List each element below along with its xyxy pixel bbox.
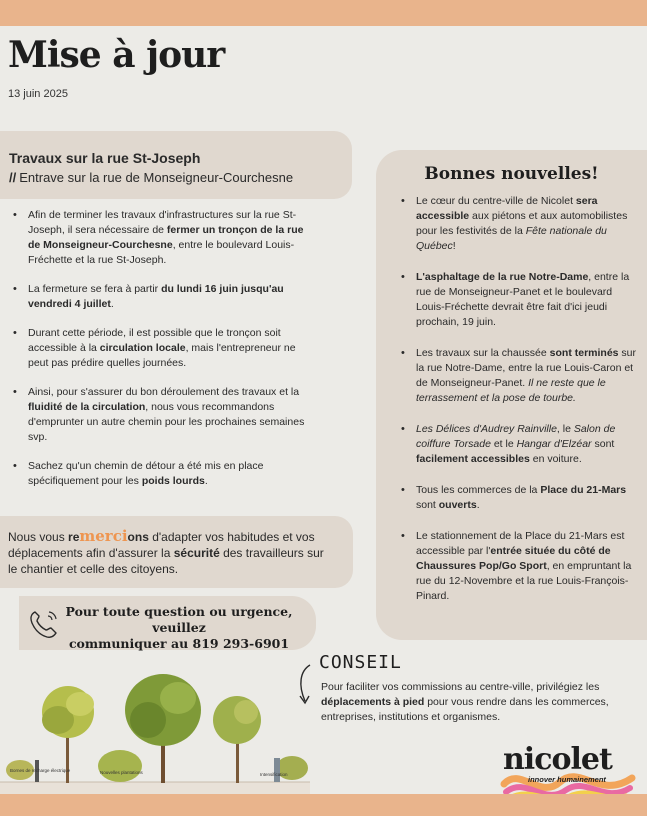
illustration-label: Intensification	[260, 772, 288, 777]
list-item: • Tous les commerces de la Place du 21-Mars sont ouverts.	[398, 483, 641, 513]
contact-text	[41, 604, 317, 652]
list-item: • Durant cette période, il est possible que le tronçon soit accessible à la circulation locale, mais l'entrepreneur ne peut pas prédire quelles journées.	[10, 326, 310, 371]
list-item: • Sachez qu'un chemin de détour a été mis en place spécifiquement pour les poids lourds.	[10, 459, 310, 489]
list-item: • Le stationnement de la Place du 21-Mars est accessible par l'entrée située du côté de Chaussures Pop/Go Sport, en empruntant la rue du 12-Novembre et la rue Louis-François-Pinard.	[398, 529, 641, 604]
works-title: Travaux sur la rue St-Joseph	[9, 150, 201, 166]
bottom-band	[0, 794, 647, 816]
conseil-title: CONSEIL	[319, 652, 402, 673]
streetscape-illustration	[0, 668, 310, 794]
merci-accent: merci	[79, 527, 128, 545]
contact-box	[19, 596, 316, 650]
list-item: • Le cœur du centre-ville de Nicolet sera accessible aux piétons et aux automobilistes pour les festivités de la Fête nationale du Québec!	[398, 194, 641, 254]
list-item: • L'asphaltage de la rue Notre-Dame, entre la rue de Monseigneur-Panet et le boulevard Louis-Fréchette devrait être fait d'ici jeudi prochain, 19 juin.	[398, 270, 641, 330]
works-header-card	[0, 131, 352, 199]
good-news-list	[398, 194, 641, 620]
illustration-label: Bornes de recharge électrique	[10, 768, 71, 773]
top-band	[0, 0, 647, 26]
thanks-text: Nous vous remercions d'adapter vos habitudes et vos déplacements afin d'assurer la sécurité des travailleurs sur le chantier et celle des citoyens.	[8, 527, 324, 576]
thanks-box	[0, 516, 353, 588]
contact-line-1: Pour toute question ou urgence, veuillez	[65, 604, 293, 635]
conseil-text: Pour faciliter vos commissions au centre-ville, privilégiez les déplacements à pied pour vous rendre dans les commerces, entreprises, institutions et organismes.	[321, 681, 609, 723]
publication-date: 13 juin 2025	[8, 88, 68, 100]
page-title: Mise à jour	[8, 34, 225, 76]
logo-name: nicolet	[503, 742, 612, 777]
list-item: • Les travaux sur la chaussée sont terminés sur la rue Notre-Dame, entre la rue Louis-Caron et de Monseigneur-Panet. Il ne reste que le terrassement et la pose de tourbe.	[398, 346, 641, 406]
logo-tagline: innover humainement	[528, 775, 606, 784]
list-item: • La fermeture se fera à partir du lundi 16 juin jusqu'au vendredi 4 juillet.	[10, 282, 310, 312]
good-news-card	[376, 150, 647, 640]
illustration-label: Nouvelles plantations	[100, 770, 143, 775]
list-item: • Les Délices d'Audrey Rainville, le Salon de coiffure Torsade et le Hangar d'Elzéar sont facilement accessibles en voiture.	[398, 422, 641, 467]
works-details-list	[10, 208, 310, 503]
works-subtitle-text: Entrave sur la rue de Monseigneur-Courchesne	[19, 170, 294, 185]
good-news-title: Bonnes nouvelles!	[424, 164, 599, 184]
works-subtitle	[9, 170, 293, 185]
list-item: • Afin de terminer les travaux d'infrastructures sur la rue St-Joseph, il sera nécessaire de fermer un tronçon de la rue de Monseigneur-Courchesne, entre le boulevard Louis-Fréchette et la rue St-Joseph.	[10, 208, 310, 268]
contact-phone-line[interactable]: communiquer au 819 293-6901	[68, 636, 290, 651]
slashes-mark: //	[9, 170, 17, 185]
list-item: • Ainsi, pour s'assurer du bon déroulement des travaux et la fluidité de la circulation, nous vous recommandons d'emprunter un autre chemin pour les prochaines semaines svp.	[10, 385, 310, 445]
